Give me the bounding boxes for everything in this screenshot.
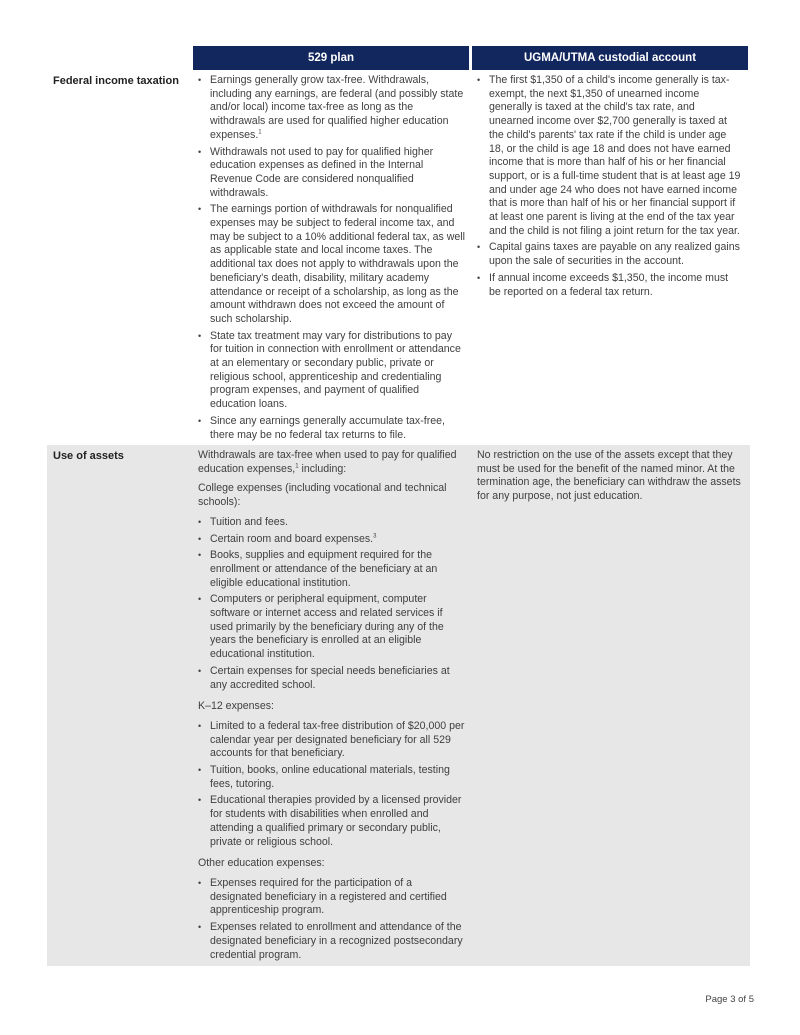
list-item: • If annual income exceeds $1,350, the income must be reported on a federal tax return. — [477, 272, 742, 299]
list-item: • Expenses related to enrollment and attendance of the designated beneficiary in a recognized postsecondary credential program. — [198, 921, 466, 962]
page-number: Page 3 of 5 — [705, 994, 754, 1005]
use-529-cell — [198, 449, 466, 965]
list-item: • State tax treatment may vary for distributions to pay for tuition in connection with enrollment or attendance at an elementary or secondary public, private or religious school, apprenticeship and credentialing program expenses, and payment of qualified education loans. — [198, 330, 466, 412]
row-label-federal: Federal income taxation — [53, 75, 179, 87]
federal-529-cell — [198, 74, 466, 445]
list-item: • Limited to a federal tax-free distribution of $20,000 per calendar year per designated beneficiary for all 529 accounts for that beneficiary. — [198, 720, 466, 761]
column-header-ugma: UGMA/UTMA custodial account — [472, 46, 748, 70]
column-header-529: 529 plan — [193, 46, 469, 70]
list-item: • Since any earnings generally accumulate tax-free, there may be no federal tax returns to file. — [198, 415, 466, 442]
use-ugma-text: No restriction on the use of the assets except that they must be used for the benefit of the named minor. At the termination age, the beneficiary can withdraw the assets for any purpose, not just education. — [477, 449, 741, 503]
use-intro: Withdrawals are tax-free when used to pay for qualified education expenses,$^1$ including: — [198, 449, 457, 475]
use-ugma-cell — [477, 449, 745, 510]
list-item: • Withdrawals not used to pay for qualified higher education expenses as defined in the Internal Revenue Code are considered nonqualified withdrawals. — [198, 146, 466, 201]
list-item: • Certain room and board expenses.$^3$ — [198, 533, 466, 547]
list-item: • The earnings portion of withdrawals for nonqualified expenses may be subject to federal income tax, and may be subject to a 10% additional federal tax, as well as applicable state and local income taxes. The additional tax does not apply to withdrawals upon the beneficiary's death, disability, military academy attendance or receipt of a scholarship, as long as the amount withdrawn does not exceed the amount of such scholarship. — [198, 203, 466, 326]
federal-ugma-cell — [477, 74, 742, 302]
list-item: • Tuition, books, online educational materials, testing fees, tutoring. — [198, 764, 466, 791]
list-item: • Earnings generally grow tax-free. Withdrawals, including any earnings, are federal (and possibly state and/or local) income tax-free as long as the withdrawals are used for qualified higher education expenses.$^1$ — [198, 74, 466, 143]
k12-label: K–12 expenses: — [198, 700, 274, 713]
list-item: • Expenses required for the participation of a designated beneficiary in a registered and certified apprenticeship program. — [198, 877, 466, 918]
list-item: • Tuition and fees. — [198, 516, 466, 530]
list-item: • Books, supplies and equipment required for the enrollment or attendance of the beneficiary at an eligible educational institution. — [198, 549, 466, 590]
list-item: • Certain expenses for special needs beneficiaries at any accredited school. — [198, 665, 466, 692]
list-item: • Computers or peripheral equipment, computer software or internet access and related services if used primarily by the beneficiary during any of the years the beneficiary is enrolled at an eligible educational institution. — [198, 593, 466, 662]
list-item: • Educational therapies provided by a licensed provider for students with disabilities when enrolled and attending a qualified primary or secondary public, private or religious school. — [198, 794, 466, 849]
row-label-use: Use of assets — [53, 450, 124, 462]
list-item: • Capital gains taxes are payable on any realized gains upon the sale of securities in the account. — [477, 241, 742, 268]
college-label: College expenses (including vocational and technical schools): — [198, 482, 447, 509]
other-label: Other education expenses: — [198, 857, 325, 870]
list-item: • The first $1,350 of a child's income generally is tax-exempt, the next $1,350 of unearned income generally is taxed at the child's tax rate, and unearned income over $2,700 generally is taxed at the child's parents' tax rate if the child is under age 18, or the child is age 18 and does not have earned income that is more than half of his or her financial support, or is a full-time student that is at least age 19 and under age 24 who does not have earned income that is more than half of his or her financial support if at least one parent is living at the end of the tax year and the child is not filing a joint return for the tax year. — [477, 74, 742, 238]
